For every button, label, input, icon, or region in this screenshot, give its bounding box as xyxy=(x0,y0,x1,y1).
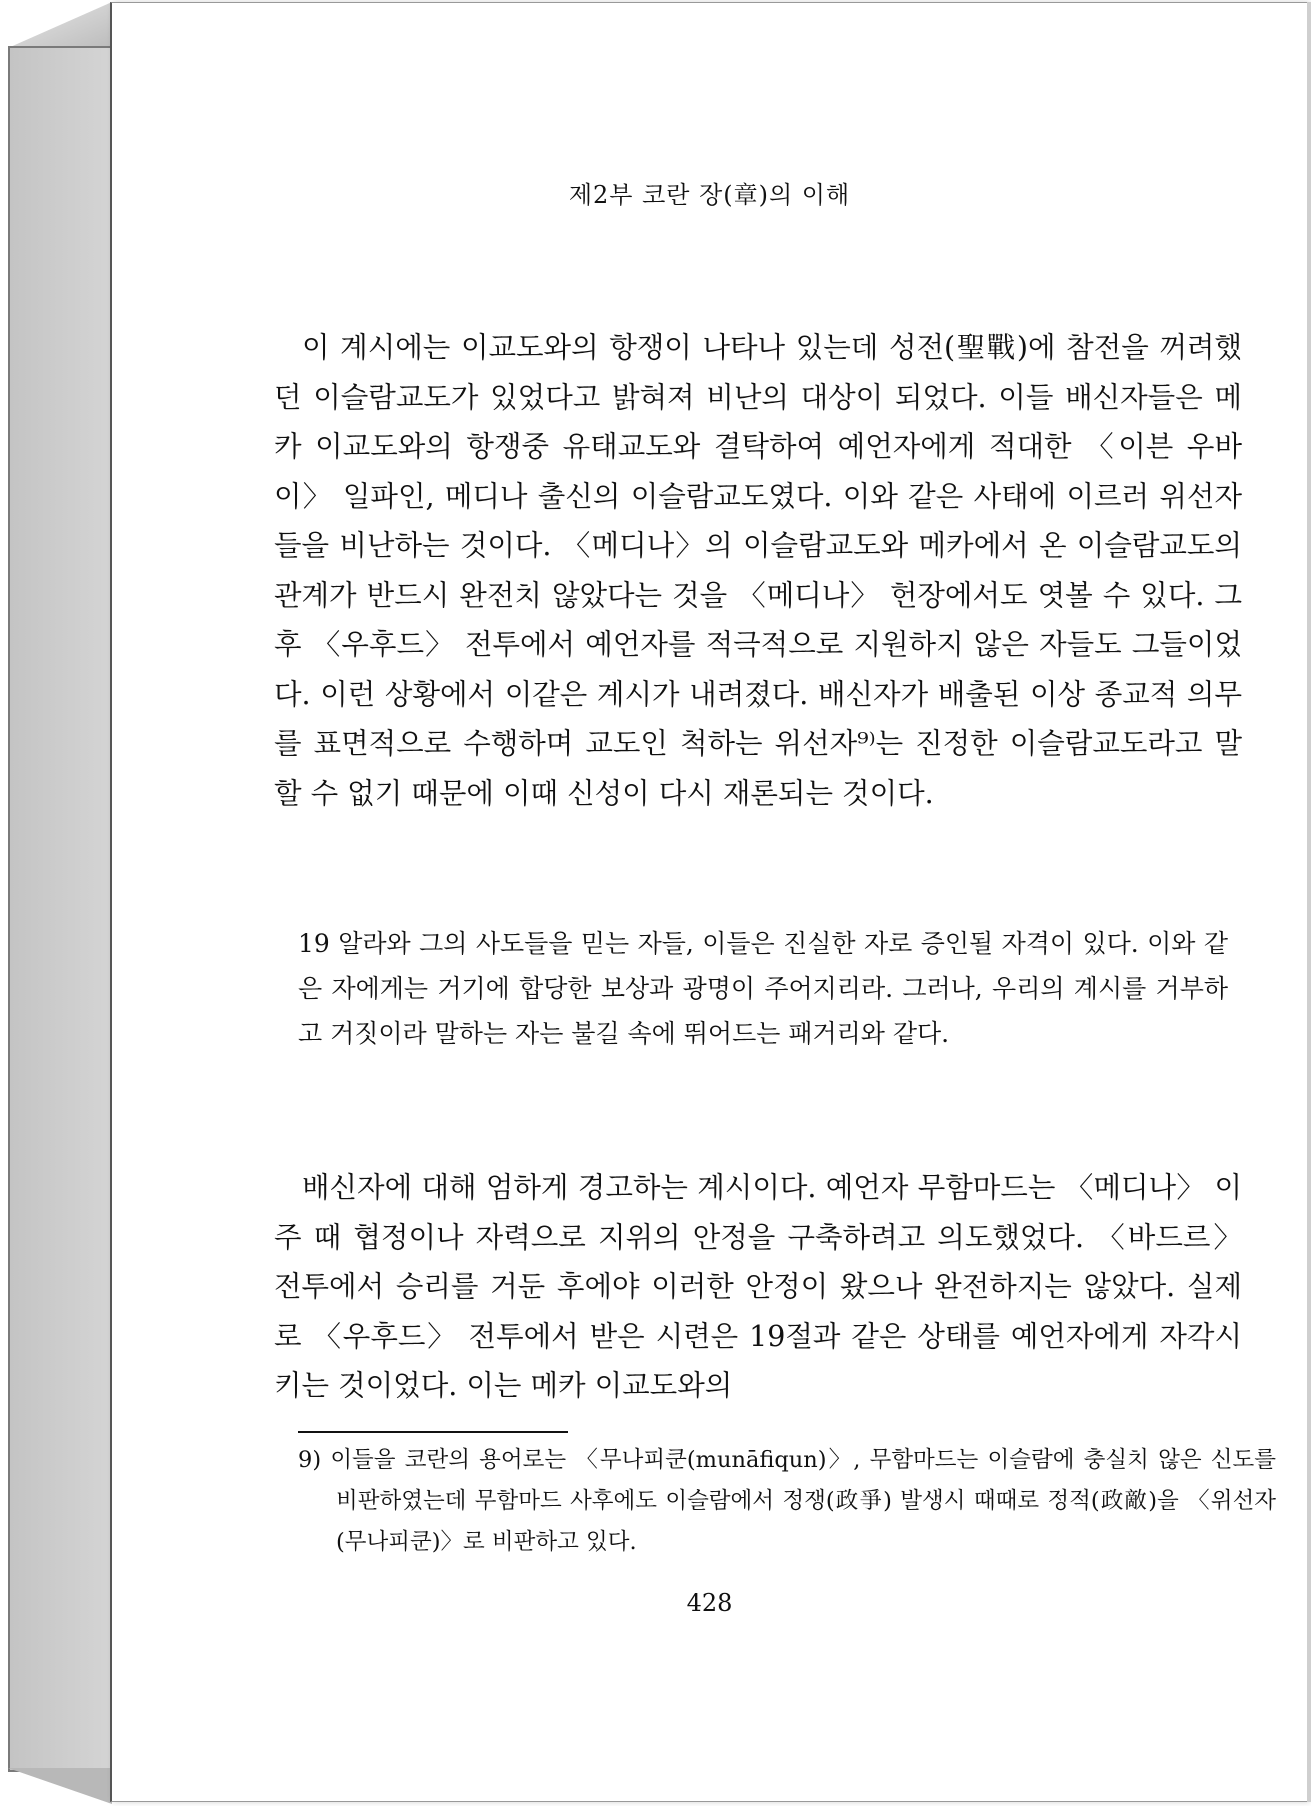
body-paragraph-2: 배신자에 대해 엄하게 경고하는 계시이다. 예언자 무함마드는 〈메디나〉 이주 때 협정이나 자력으로 지위의 안정을 구축하려고 의도했었다. 〈바드르〉 전투에서 승리를 거둔 후에야 이러한 안정이 왔으나 완전하지는 않았다. 실제로 〈우후드〉 전투에서 받은 시련은 19절과 같은 상태를 예언자에게 자각시키는 것이었다. 이는 메카 이교도와의 xyxy=(274,1171,1242,1402)
book-spine-bottom xyxy=(8,1768,112,1804)
verse-quote: 19 알라와 그의 사도들을 믿는 자들, 이들은 진실한 자로 증인될 자격이 있다. 이와 같은 자에게는 거기에 합당한 보상과 광명이 주어지리라. 그러나, 우리의 계시를 거부하고 거짓이라 말하는 자는 불길 속에 뛰어드는 패거리와 같다. xyxy=(298,929,1228,1048)
book-spine xyxy=(8,46,112,1772)
page-number: 428 xyxy=(686,1589,733,1617)
page-edge xyxy=(1307,2,1311,1802)
book-spine-top xyxy=(8,2,112,48)
book-page xyxy=(110,2,1307,1802)
body-paragraph-1: 이 계시에는 이교도와의 항쟁이 나타나 있는데 성전(聖戰)에 참전을 꺼려했던 이슬람교도가 있었다고 밝혀져 비난의 대상이 되었다. 이들 배신자들은 메카 이교도와의 항쟁중 유태교도와 결탁하여 예언자에게 적대한 〈이븐 우바이〉 일파인, 메디나 출신의 이슬람교도였다. 이와 같은 사태에 이르러 위선자들을 비난하는 것이다. 〈메디나〉의 이슬람교도와 메카에서 온 이슬람교도의 관계가 반드시 완전치 않았다는 것을 〈메디나〉 헌장에서도 엿볼 수 있다. 그 후 〈우후드〉 전투에서 예언자를 적극적으로 지원하지 않은 자들도 그들이었다. 이런 상황에서 이같은 계시가 내려졌다. 배신자가 배출된 이상 종교적 의무를 표면적으로 수행하며 교도인 척하는 위선자⁹⁾는 진정한 이슬람교도라고 말할 수 없기 때문에 이때 신성이 다시 재론되는 것이다. xyxy=(274,331,1242,810)
footnote: 9) 이들을 코란의 용어로는 〈무나피쿤(munāfiqun)〉, 무함마드는 이슬람에 충실치 않은 신도를 비판하였는데 무함마드 사후에도 이슬람에서 정쟁(政爭) 발생시 때때로 정적(政敵)을 〈위선자(무나피쿤)〉로 비판하고 있다. xyxy=(298,1447,1276,1555)
footnote-divider xyxy=(298,1431,568,1433)
running-head: 제2부 코란 장(章)의 이해 xyxy=(568,181,851,209)
